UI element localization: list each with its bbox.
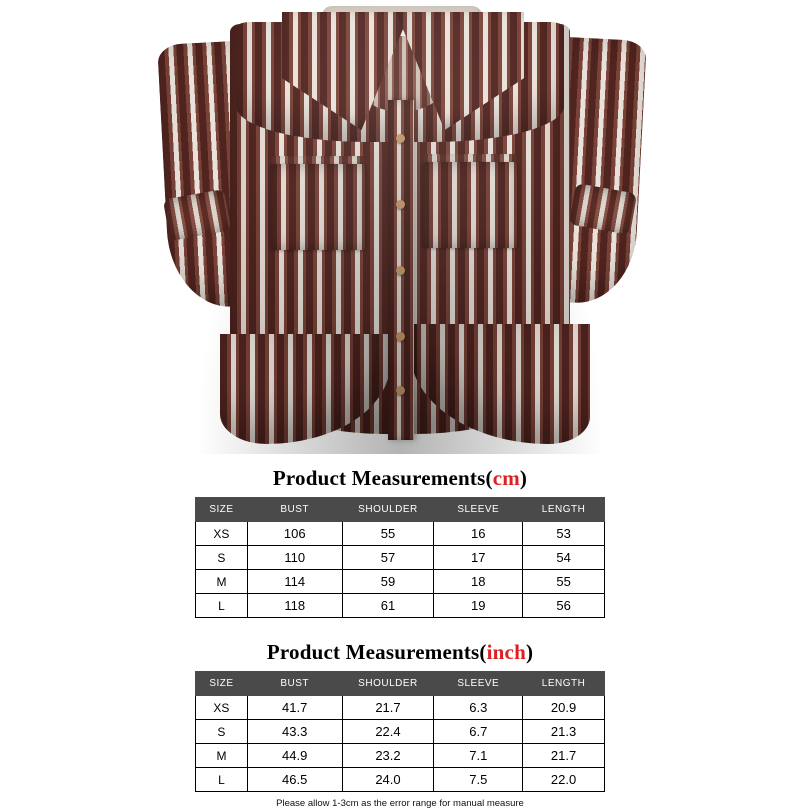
size-table-cm: [195, 497, 605, 618]
cell-shoulder: 61: [342, 594, 434, 618]
shirt-pocket-left: [270, 164, 366, 250]
size-table-inch: [195, 671, 605, 792]
measurements-block-cm: [0, 462, 800, 618]
shirt-pocket-right: [422, 162, 518, 248]
cell-sleeve: 19: [434, 594, 523, 618]
cell-size: L: [196, 594, 248, 618]
section-spacer: [0, 618, 800, 636]
cell-length: 20.9: [523, 696, 605, 720]
title-unit-inch: inch: [486, 640, 526, 664]
column-header-length: LENGTH: [523, 498, 605, 522]
cell-sleeve: 16: [434, 522, 523, 546]
cell-bust: 43.3: [247, 720, 342, 744]
cell-sleeve: 17: [434, 546, 523, 570]
table-row: [196, 522, 605, 546]
cell-sleeve: 7.5: [434, 768, 523, 792]
cell-shoulder: 24.0: [342, 768, 434, 792]
column-header-bust: BUST: [247, 498, 342, 522]
cell-length: 55: [523, 570, 605, 594]
measurements-block-inch: [0, 636, 800, 792]
cell-size: S: [196, 720, 248, 744]
cell-length: 22.0: [523, 768, 605, 792]
cell-shoulder: 55: [342, 522, 434, 546]
cell-size: XS: [196, 696, 248, 720]
cell-shoulder: 57: [342, 546, 434, 570]
cell-sleeve: 6.3: [434, 696, 523, 720]
table-row: [196, 720, 605, 744]
shirt-button-1: [396, 134, 405, 143]
column-header-size: SIZE: [196, 498, 248, 522]
shirt-button-2: [396, 200, 405, 209]
cell-bust: 46.5: [247, 768, 342, 792]
table-row: [196, 570, 605, 594]
cell-sleeve: 6.7: [434, 720, 523, 744]
column-header-size: SIZE: [196, 672, 248, 696]
title-text-inch: Product Measurements(: [266, 640, 487, 664]
cell-length: 21.7: [523, 744, 605, 768]
cell-length: 54: [523, 546, 605, 570]
column-header-length: LENGTH: [523, 672, 605, 696]
cell-bust: 110: [247, 546, 342, 570]
cell-sleeve: 7.1: [434, 744, 523, 768]
shirt-button-3: [396, 266, 405, 275]
table-row: [196, 696, 605, 720]
cell-length: 21.3: [523, 720, 605, 744]
shirt-button-5: [396, 386, 405, 395]
cell-bust: 44.9: [247, 744, 342, 768]
column-header-shoulder: SHOULDER: [342, 672, 434, 696]
cell-bust: 41.7: [247, 696, 342, 720]
cell-shoulder: 22.4: [342, 720, 434, 744]
table-row: [196, 744, 605, 768]
table-row: [196, 768, 605, 792]
cell-bust: 106: [247, 522, 342, 546]
table-header-row: [196, 498, 605, 522]
cell-bust: 114: [247, 570, 342, 594]
table-row: [196, 594, 605, 618]
striped-shirt-illustration: [160, 4, 640, 454]
table-row: [196, 546, 605, 570]
table-header-row: [196, 672, 605, 696]
measurements-title-inch: [0, 636, 800, 671]
cell-size: XS: [196, 522, 248, 546]
cell-shoulder: 23.2: [342, 744, 434, 768]
measurement-note: Please allow 1-3cm as the error range for manual measure: [276, 798, 524, 809]
cell-length: 56: [523, 594, 605, 618]
column-header-sleeve: SLEEVE: [434, 498, 523, 522]
cell-size: M: [196, 744, 248, 768]
cell-sleeve: 18: [434, 570, 523, 594]
column-header-sleeve: SLEEVE: [434, 672, 523, 696]
shirt-button-4: [396, 332, 405, 341]
title-close-inch: ): [525, 640, 534, 664]
cell-size: L: [196, 768, 248, 792]
measurements-title-cm: [0, 462, 800, 497]
column-header-shoulder: SHOULDER: [342, 498, 434, 522]
title-unit-cm: cm: [492, 466, 520, 490]
cell-length: 53: [523, 522, 605, 546]
title-text-cm: Product Measurements(: [272, 466, 493, 490]
cell-shoulder: 21.7: [342, 696, 434, 720]
title-close-cm: ): [519, 466, 528, 490]
cell-bust: 118: [247, 594, 342, 618]
cell-size: M: [196, 570, 248, 594]
cell-size: S: [196, 546, 248, 570]
column-header-bust: BUST: [247, 672, 342, 696]
cell-shoulder: 59: [342, 570, 434, 594]
